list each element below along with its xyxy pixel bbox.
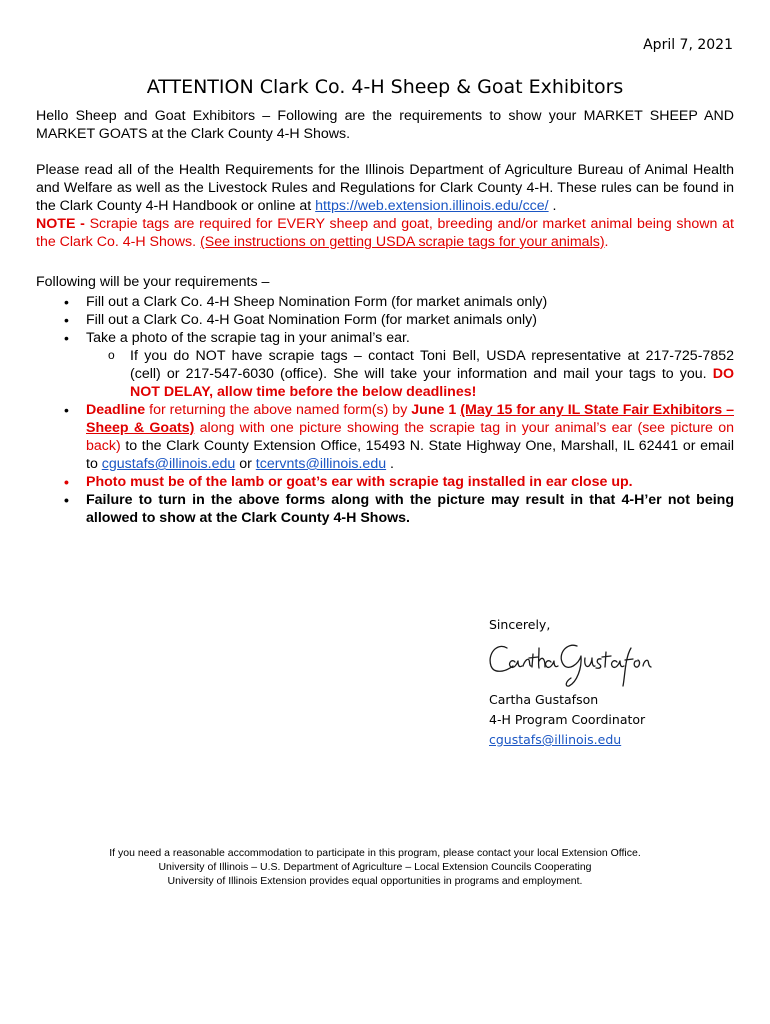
photo-instruction: Take a photo of the scrapie tag in your animal’s ear. [86, 330, 410, 346]
salutation: Sincerely, [489, 617, 551, 632]
scrapie-contact-text: If you do NOT have scrapie tags – contact Toni Bell, USDA representative at 217-725-7852 (cell) or 217-547-6030 (office). She will take your information and mail your tags to you. [130, 348, 734, 382]
deadline-date: June 1 [411, 402, 457, 418]
footer-cooperating: University of Illinois – U.S. Department of Agriculture – Local Extension Councils Cooperating [158, 861, 592, 873]
requirements-heading: Following will be your requirements – [36, 274, 270, 290]
health-link-after: . [548, 198, 557, 214]
note-text: Scrapie tags are required for EVERY sheep and goat, breeding and/or market animal being shown at the Clark Co. 4-H Shows. [36, 216, 734, 250]
footer-accommodation: If you need a reasonable accommodation to participate in this program, please contact your local Extension Office. [109, 847, 641, 859]
il-state-fair-deadline: (May 15 for any IL State Fair Exhibitors – Sheep & Goats) [86, 402, 734, 436]
scrapie-instructions-link[interactable]: (See instructions on getting USDA scrapie tags for your animals) [200, 234, 605, 250]
note-end: . [604, 234, 609, 250]
deadline-after: along with one picture showing the scrapie tag in your animal’s ear (see picture on back) [86, 420, 735, 454]
list-item: • Failure to turn in the above forms along with the picture may result in that 4-H’er not being allowed to show at the Clark County 4-H Shows. [86, 491, 734, 527]
extension-website-link[interactable]: https://web.extension.illinois.edu/cce/ [315, 198, 549, 214]
footer-equal-opportunity: University of Illinois Extension provides equal opportunities in programs and employment. [167, 875, 583, 887]
deadline-end: . [386, 456, 394, 472]
deadline-label: Deadline [86, 402, 146, 418]
list-item: • Photo must be of the lamb or goat’s ear with scrapie tag installed in ear close up. [86, 473, 734, 491]
health-text: Please read all of the Health Requirements for the Illinois Department of Agriculture Bureau of Animal Health and Welfare as well as the Livestock Rules and Regulations for Clark County 4-H. These rules can be found in the Clark County 4-H Handbook or online at [36, 162, 734, 214]
requirements-section [36, 273, 734, 527]
handwritten-signature [485, 634, 665, 692]
note-label: NOTE - [36, 216, 90, 232]
list-item: • Fill out a Clark Co. 4-H Goat Nomination Form (for market animals only) [86, 311, 734, 329]
email-link-tcervnts[interactable]: tcervnts@illinois.edu [255, 456, 387, 472]
signer-email-link[interactable]: cgustafs@illinois.edu [489, 732, 622, 747]
signature-block [489, 690, 645, 750]
requirements-list [36, 293, 734, 527]
letter-date: April 7, 2021 [643, 37, 733, 53]
footer [0, 846, 750, 888]
list-item [86, 401, 734, 473]
sub-list [86, 347, 734, 401]
do-not-delay-warning: DO NOT DELAY, allow time before the below deadlines! [130, 366, 734, 400]
intro-paragraph: Hello Sheep and Goat Exhibitors – Following are the requirements to show your MARKET SHEEP AND MARKET GOATS at the Clark County 4-H Shows. [36, 108, 734, 142]
health-paragraph [36, 161, 734, 251]
list-item [86, 329, 734, 401]
signer-name: Cartha Gustafson [489, 692, 599, 707]
sub-list-item [130, 347, 734, 401]
email-link-cgustafs[interactable]: cgustafs@illinois.edu [101, 456, 236, 472]
or-text: or [235, 456, 256, 472]
signer-role: 4-H Program Coordinator [489, 712, 646, 727]
list-item: • Fill out a Clark Co. 4-H Sheep Nomination Form (for market animals only) [86, 293, 734, 311]
deadline-address: to the Clark County Extension Office, 15493 N. State Highway One, Marshall, IL 62441 or email to [86, 438, 734, 472]
page-title: ATTENTION Clark Co. 4-H Sheep & Goat Exhibitors [146, 76, 624, 98]
deadline-mid: for returning the above named form(s) by [145, 402, 412, 418]
